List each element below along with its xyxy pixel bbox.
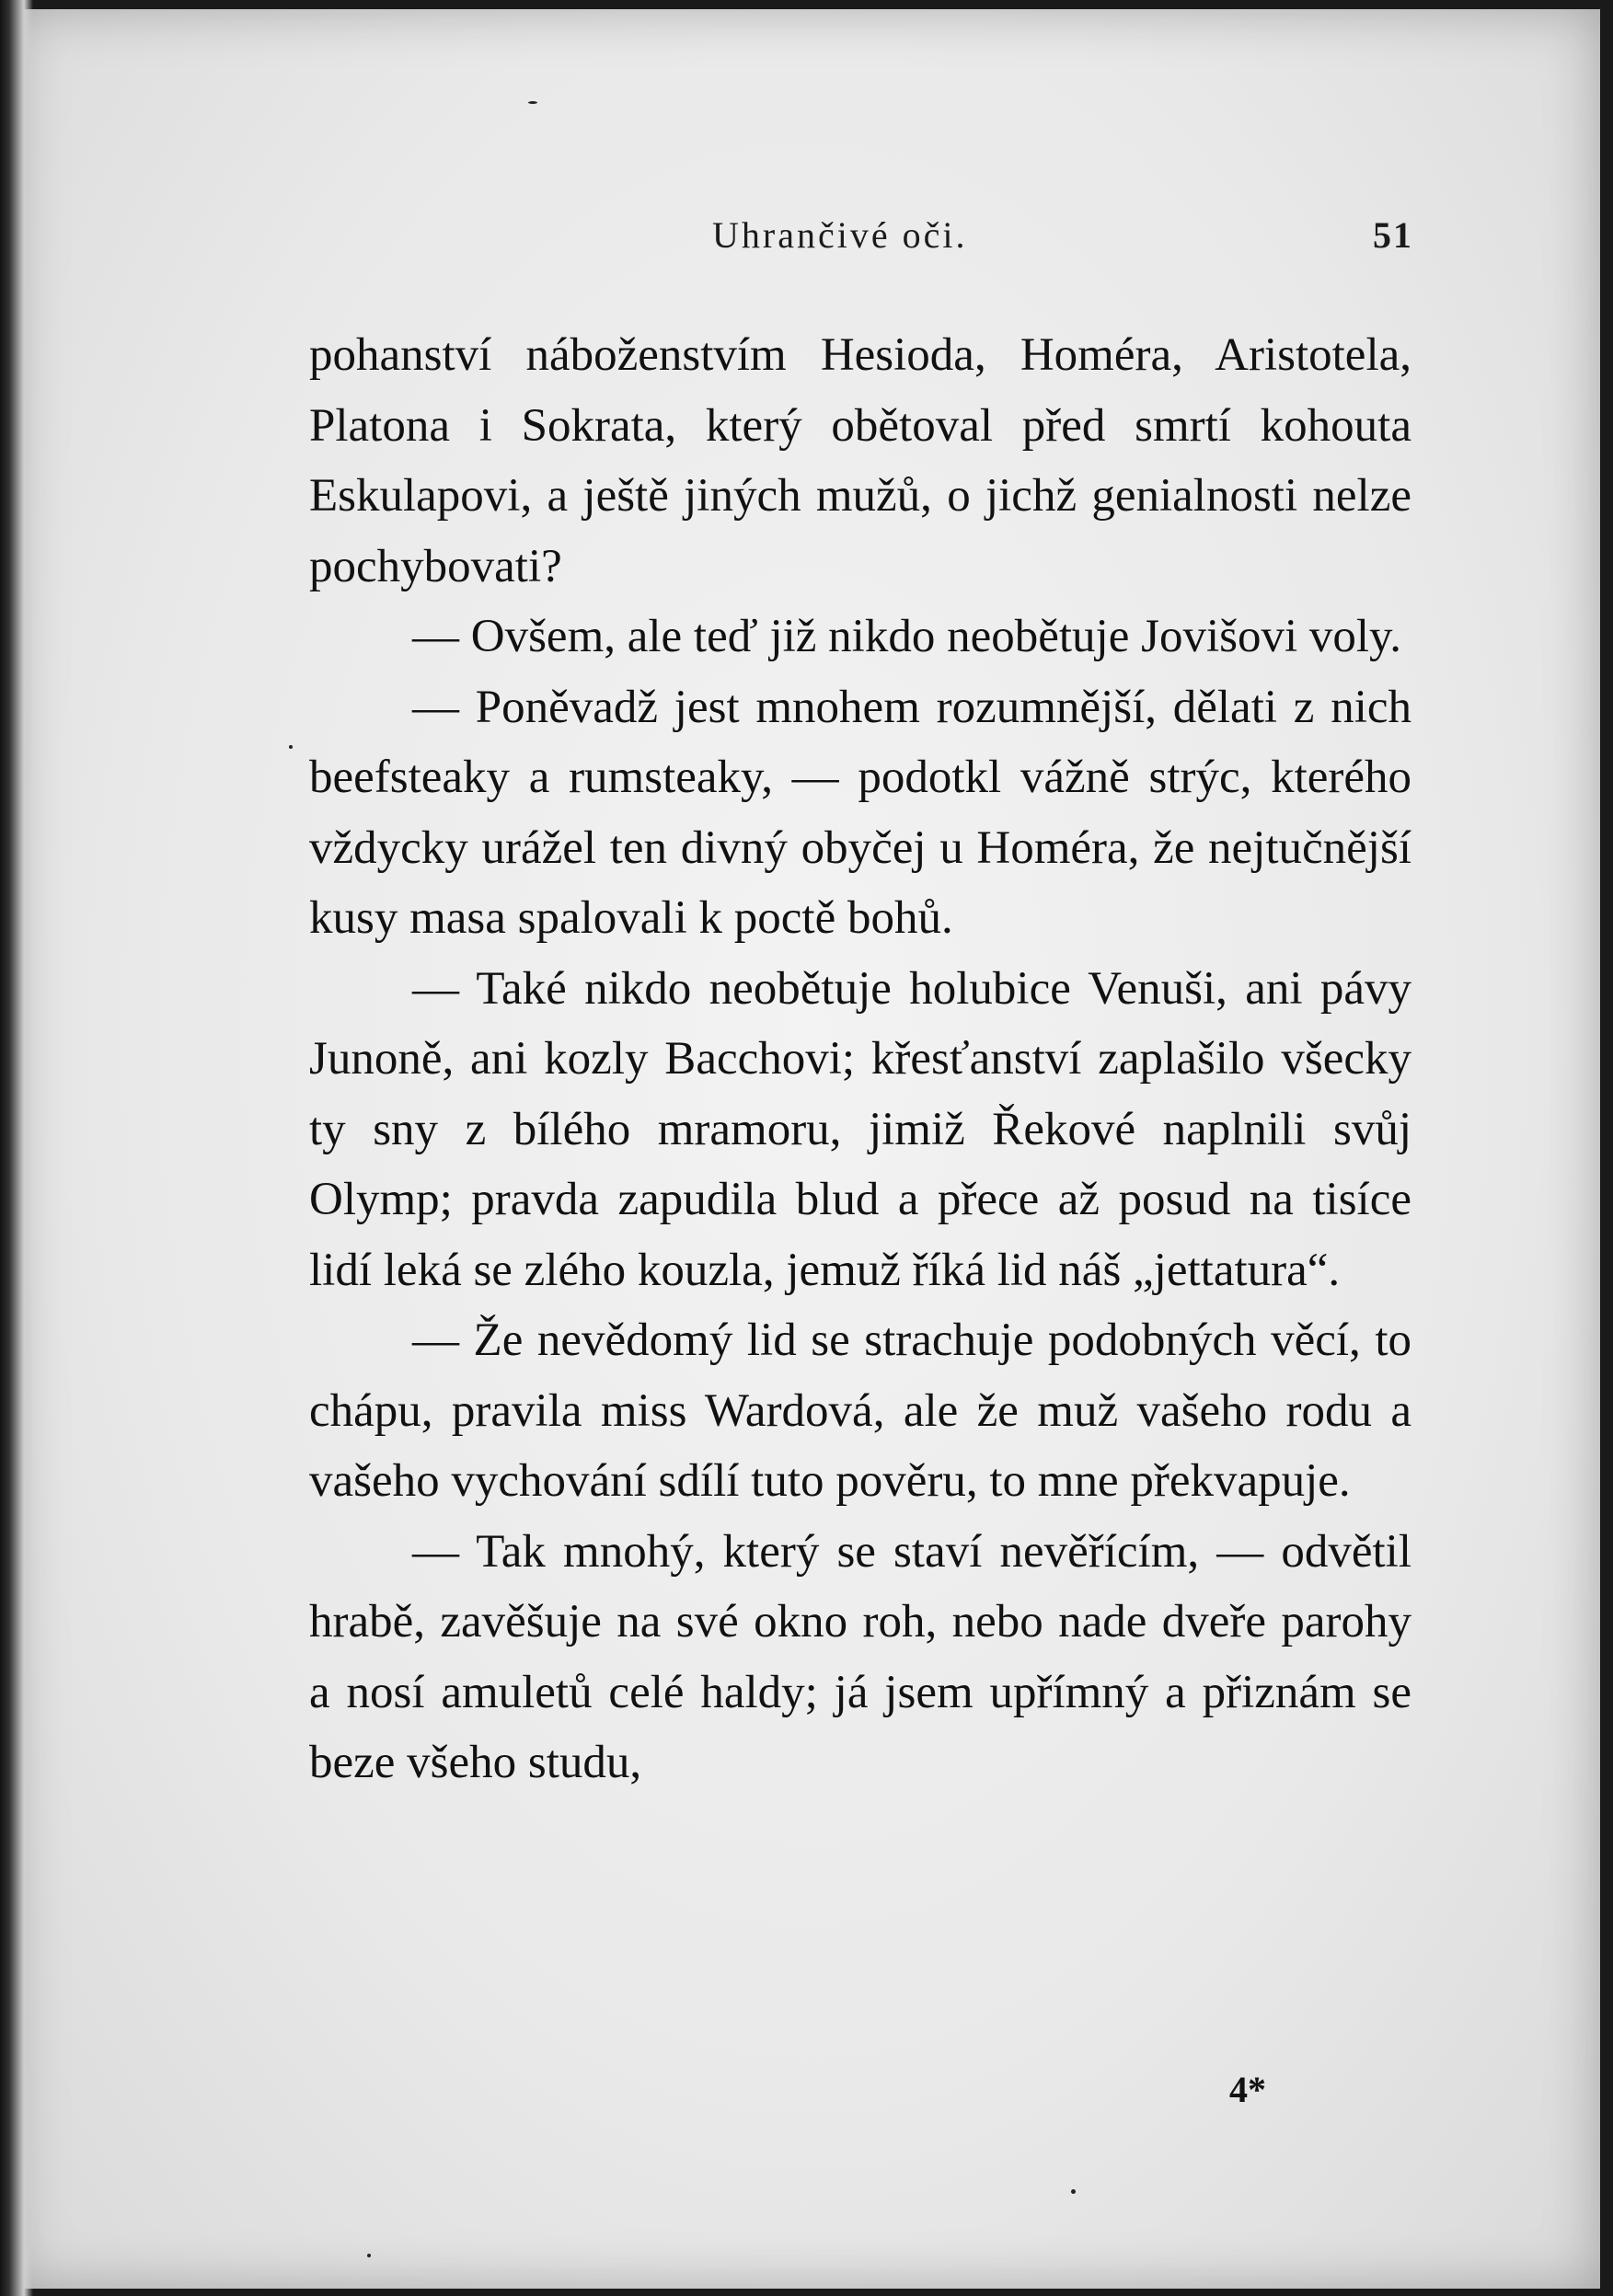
body-text	[309, 320, 1411, 1798]
dust-speck	[367, 2254, 371, 2257]
dust-speck	[289, 745, 293, 749]
page-binding-edge	[0, 0, 33, 2296]
page-number: 51	[1373, 214, 1413, 256]
dust-speck	[1071, 2189, 1076, 2194]
paragraph: — Ovšem, ale teď již nikdo neobětuje Jovišovi voly.	[412, 611, 1401, 662]
paragraph: — Poněvadž jest mnohem rozumnější, dělati z nich beefsteaky a rumsteaky, — podotkl vážně strýc, kterého vždycky urážel ten divný obyčej u Homéra, že nejtučnější kusy masa spalovali k poctě bohů.	[309, 681, 1411, 944]
paragraph: pohanství náboženstvím Hesioda, Homéra, Aristotela, Platona i Sokrata, který obětoval před smrtí kohouta Eskulapovi, a ještě jiných mužů, o jichž genialnosti nelze pochybovati?	[309, 329, 1411, 592]
chapter-title: Uhrančivé oči.	[712, 214, 968, 256]
book-page	[13, 9, 1600, 2289]
paragraph: — Také nikdo neobětuje holubice Venuši, ani pávy Junoně, ani kozly Bacchovi; křesťanství zaplašilo všecky ty sny z bílého mramoru, jimiž Řekové naplnili svůj Olymp; pravda zapudila blud a přece až posud na tisíce lidí leká se zlého kouzla, jemuž říká lid náš „jettatura“.	[309, 962, 1411, 1296]
paragraph: — Že nevědomý lid se strachuje podobných věcí, to chápu, pravila miss Wardová, ale že muž vašeho rodu a vašeho vychování sdílí tuto pověru, to mne překvapuje.	[309, 1314, 1411, 1507]
dust-speck	[528, 101, 537, 104]
running-head	[307, 213, 1411, 269]
paragraph: — Tak mnohý, který se staví nevěřícím, — odvětil hrabě, zavěšuje na své okno roh, nebo nade dveře parohy a nosí amuletů celé haldy; já jsem upřímný a přiznám se beze všeho studu,	[309, 1525, 1411, 1788]
signature-mark: 4*	[1229, 2069, 1266, 2110]
